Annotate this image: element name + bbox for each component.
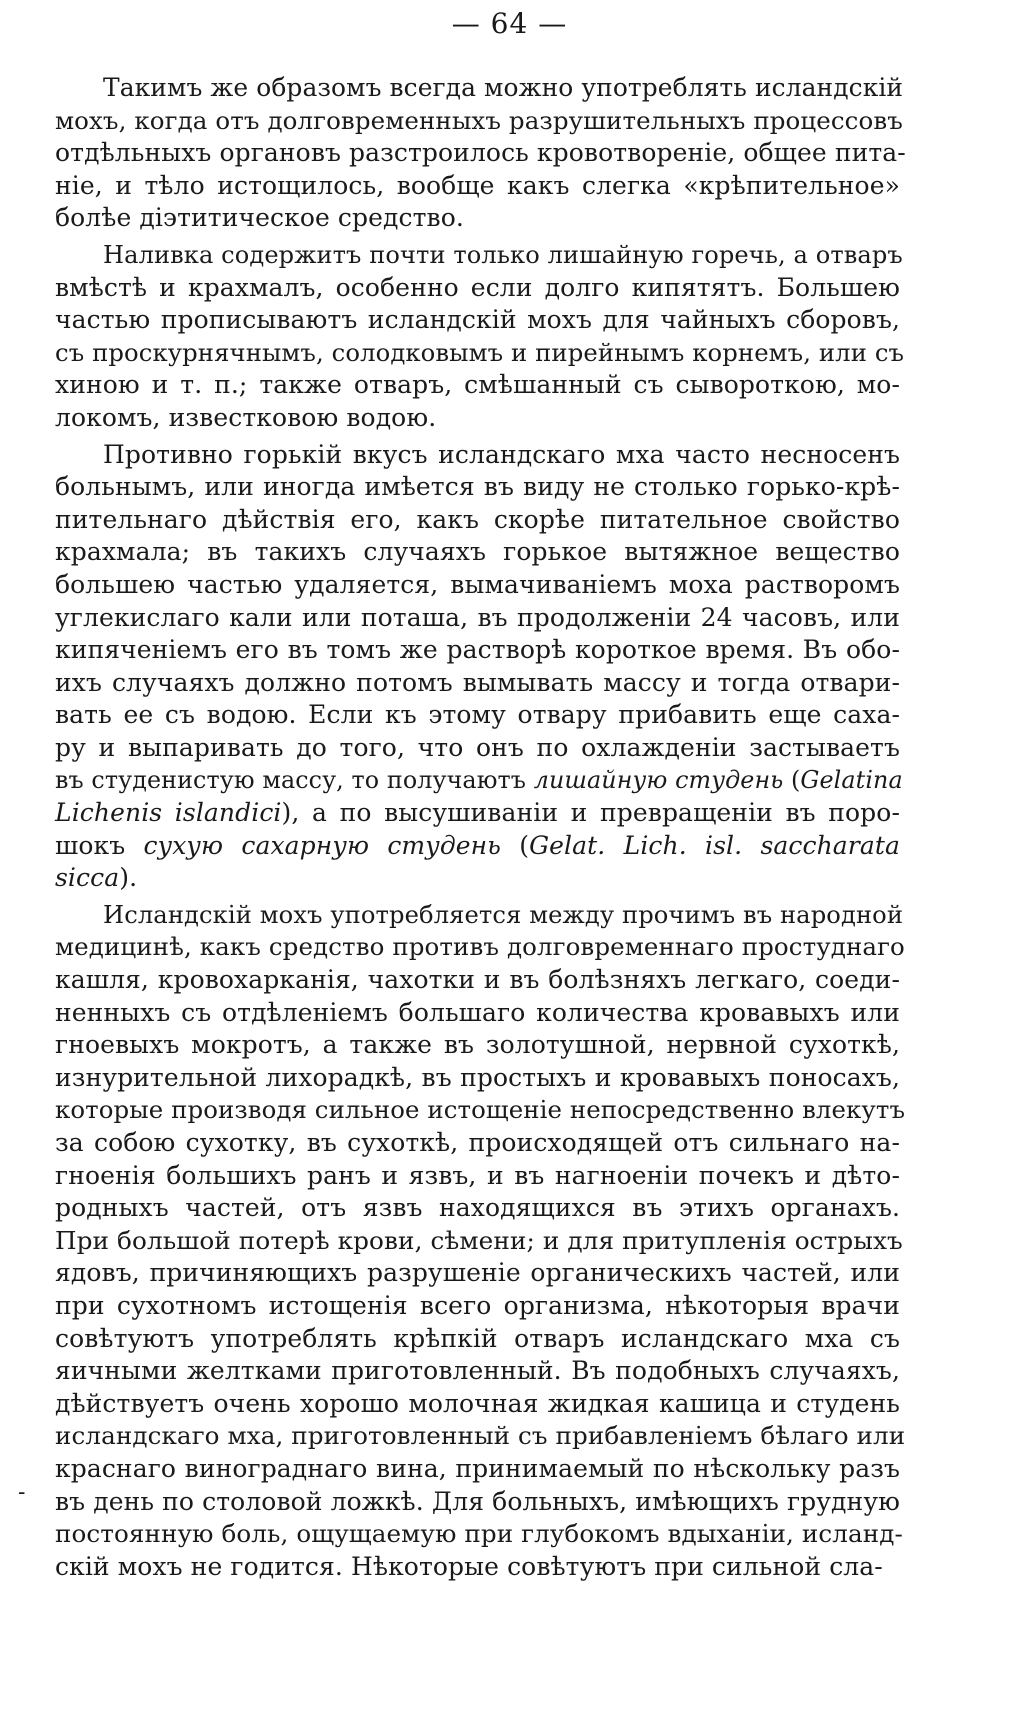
text-line: ру и выпаривать до того, что онъ по охлажденіи застываетъ (55, 732, 900, 762)
text-line: частью прописываютъ исландскій мохъ для чайныхъ сборовъ, (55, 305, 900, 335)
text-line: Lichenis islandici), а по высушиваніи и превращеніи въ поро- (55, 798, 900, 828)
text-line: ніе, и тѣло истощилось, вообще какъ слегка «крѣпительное» (55, 170, 900, 200)
text-line: углекислаго кали или поташа, въ продолженіи 24 часовъ, или (55, 602, 900, 632)
text-line: которые производя сильное истощеніе непосредственно влекутъ (55, 1095, 906, 1125)
text-line: хиною и т. п.; также отваръ, смѣшанный съ сывороткою, мо- (55, 370, 900, 400)
text-line: постоянную боль, ощущаемую при глубокомъ вдыханіи, исланд- (55, 1519, 903, 1549)
text-line: гноевыхъ мокротъ, а также въ золотушной, нервной сухоткѣ, (55, 1030, 900, 1060)
text-line: краснаго винограднаго вина, принимаемый по нѣскольку разъ (55, 1453, 900, 1483)
text-line: совѣтуютъ употреблять крѣпкій отваръ исландскаго мха съ (55, 1323, 900, 1353)
paragraph-3 (55, 439, 980, 895)
page-number: — 64 — (451, 7, 568, 40)
paragraph-2 (55, 239, 980, 435)
text-line: при сухотномъ истощенія всего организма, нѣкоторыя врачи (55, 1290, 900, 1320)
text-line: болѣе діэтитическое средство. (55, 203, 464, 233)
text-line: за собою сухотку, въ сухоткѣ, происходящей отъ сильнаго на- (55, 1128, 900, 1157)
text-line: Противно горькій вкусъ исландскаго мха часто несносенъ (103, 439, 900, 469)
text-line: гноенія большихъ ранъ и язвъ, и въ нагноеніи почекъ и дѣто- (55, 1160, 900, 1190)
text-line: исландскаго мха, приготовленный съ прибавленіемъ бѣлаго или (55, 1421, 906, 1451)
text-line: пительнаго дѣйствія его, какъ скорѣе питательное свойство (55, 504, 900, 534)
text-line: въ студенистую массу, то получаютъ лишайную студень (Gelatina (55, 766, 903, 795)
text-line: шокъ сухую сахарную студень (Gelat. Lich. isl. saccharata (55, 830, 901, 860)
text-line: вмѣстѣ и крахмалъ, особенно если долго кипятятъ. Большею (55, 272, 900, 302)
text-line: скій мохъ не годится. Нѣкоторые совѣтуютъ при сильной сла- (55, 1551, 883, 1581)
text-line: родныхъ частей, отъ язвъ находящихся въ этихъ органахъ. (55, 1193, 900, 1223)
text-line: sicca). (55, 863, 138, 893)
text-line: въ день по столовой ложкѣ. Для больныхъ, имѣющихъ грудную (55, 1486, 900, 1516)
text-line: ненныхъ съ отдѣленіемъ большаго количества кровавыхъ или (55, 997, 900, 1027)
body-text (55, 72, 980, 1587)
text-line: отдѣльныхъ органовъ разстроилось кровотвореніе, общее пита- (55, 138, 906, 168)
text-line: Исландскій мохъ употребляется между прочимъ въ народной (103, 900, 904, 929)
text-line: вать ее съ водою. Если къ этому отвару прибавить еще саха- (55, 700, 900, 730)
text-line: Такимъ же образомъ всегда можно употреблять исландскій (103, 73, 904, 102)
text-line: большею частью удаляется, вымачиваніемъ моха растворомъ (55, 569, 900, 599)
text-line: кашля, кровохарканія, чахотки и въ болѣзняхъ легкаго, соеди- (55, 965, 900, 995)
text-line: кипяченіемъ его въ томъ же растворѣ короткое время. Въ обо- (55, 635, 900, 665)
paragraph-1 (55, 72, 980, 235)
text-line: крахмала; въ такихъ случаяхъ горькое вытяжное вещество (55, 537, 900, 567)
text-line: больнымъ, или иногда имѣется въ виду не столько горько-крѣ- (55, 472, 900, 502)
margin-mark: - (18, 1480, 26, 1505)
text-line: мохъ, когда отъ долговременныхъ разрушительныхъ процессовъ (55, 105, 903, 135)
text-line: локомъ, известковою водою. (55, 402, 437, 432)
text-line: съ проскурнячнымъ, солодковымъ и пирейнымъ корнемъ, или съ (55, 337, 905, 367)
text-line: Наливка содержитъ почти только лишайную горечь, а отваръ (103, 240, 903, 269)
text-line: При большой потерѣ крови, сѣмени; и для притупленія острыхъ (55, 1225, 903, 1255)
paragraph-4 (55, 899, 980, 1583)
text-line: изнурительной лихорадкѣ, въ простыхъ и кровавыхъ поносахъ, (55, 1062, 900, 1092)
text-line: ядовъ, причиняющихъ разрушеніе органическихъ частей, или (55, 1258, 900, 1288)
text-line: медицинѣ, какъ средство противъ долговременнаго простуднаго (55, 932, 905, 962)
text-line: яичными желтками приготовленный. Въ подобныхъ случаяхъ, (55, 1356, 900, 1386)
text-line: дѣйствуетъ очень хорошо молочная жидкая кашица и студень (55, 1388, 900, 1418)
text-line: ихъ случаяхъ должно потомъ вымывать массу и тогда отвари- (55, 667, 900, 697)
